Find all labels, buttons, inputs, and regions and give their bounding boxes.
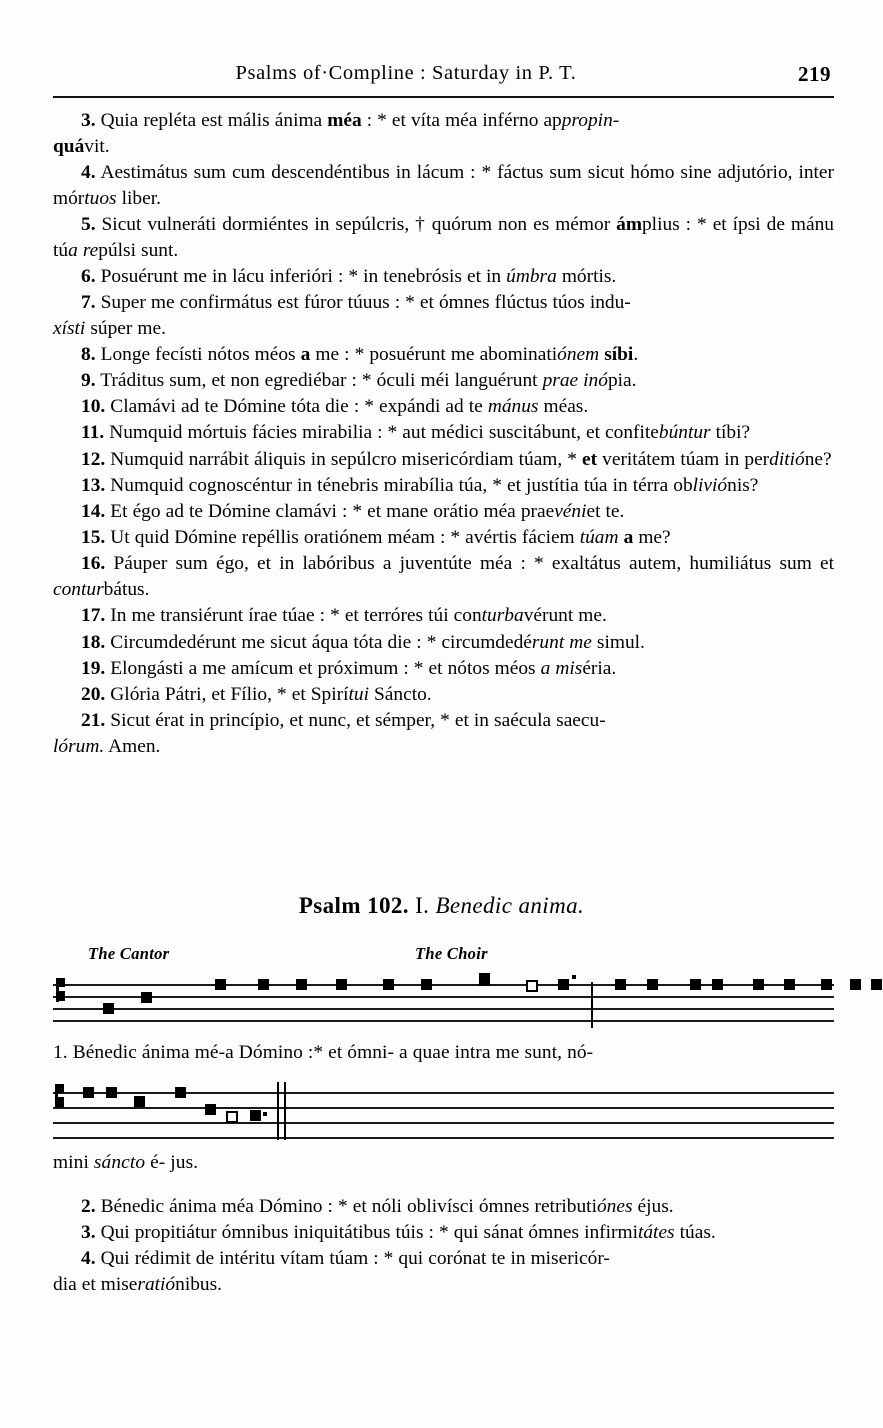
chant-note [383,979,394,990]
chant-punctum [263,1112,267,1116]
psalm-verse: 8. Longe fecísti nótos méos a me : * posuérunt me abominatiónem síbi. [81,343,639,365]
chant-note [250,1110,261,1121]
psalm-verse: 20. Glória Pátri, et Fílio, * et Spirítui Sáncto. [81,683,432,705]
verse-number: 11. [81,422,105,444]
chant-barline [284,1082,286,1140]
psalm-title-incipit: Benedic anima. [435,893,585,918]
chant-note [850,979,861,990]
chant-note [479,973,490,986]
chant-note [871,979,882,990]
psalm-title-number: 102. [367,893,409,918]
psalm-verse: 4. Aestimátus sum cum descendéntibus in lácum : * fáctus sum sicut hómo sine adjutório, inter mórtuos liber. [53,161,834,209]
psalm-verse: 4. Qui rédimit de intéritu vítam túam : * qui corónat te in misericór- dia et miseratiónibus. [53,1248,610,1296]
chant-note [784,979,795,990]
verse-number: 17. [81,605,106,627]
psalm-title-mode: I. [415,893,430,918]
header-rule [53,96,834,98]
chant-note [753,979,764,990]
psalm-verse: 7. Super me confirmátus est fúror túuus : * et ómnes flúctus túos indu- xísti súper me. [53,291,631,339]
chant-staff-system-1 [53,944,834,1010]
chant-note [296,979,307,990]
page-header [56,62,831,94]
verse-number: 12. [81,448,106,470]
psalm-verse: 2. Bénedic ánima méa Dómino : * et nóli oblivísci ómnes retributiónes éjus. [81,1196,674,1217]
verse-number: 4. [81,161,96,183]
psalm-102-title [0,893,883,919]
psalm-title-word: Psalm [298,893,361,918]
chant-note [205,1104,216,1115]
verse-number: 18. [81,631,106,653]
psalm-verse: 3. Qui propitiátur ómnibus iniquitátibus túis : * qui sánat ómnes infirmitátes túas. [81,1222,716,1244]
chant-note [558,979,569,990]
chant-note [215,979,226,990]
chant-note [690,979,701,990]
chant-note [821,979,832,990]
chant-note [421,979,432,990]
chant-barline [591,982,593,1028]
psalm-verse: 11. Numquid mórtuis fácies mirabilia : * aut médici suscitábunt, et confitebúntur tíbi? [81,422,751,444]
verse-number: 9. [81,370,96,392]
psalm-verse: 18. Circumdedérunt me sicut áqua tóta die : * circumdedérunt me simul. [81,631,645,653]
chant-note [106,1087,117,1098]
chant-note [141,992,152,1003]
staff-1 [53,966,834,1010]
psalm-verse: 15. Ut quid Dómine repéllis oratiónem méam : * avértis fáciem túam a me? [81,527,671,549]
chant-underlay-line-1: 1. Bénedic ánima mé-a Dómino :* et ómni- a quae intra me sunt, nó- [53,1042,594,1063]
psalm-verse: 19. Elongásti a me amícum et próximum : * et nótos méos a miséria. [81,657,617,679]
verse-number: 10. [81,396,106,418]
psalm-verse: 12. Numquid narrábit áliquis in sepúlcro misericórdiam túam, * et veritátem túam in perditióne? [81,448,832,470]
psalm-verse: 14. Et égo ad te Dómine clamávi : * et mane orátio méa praevéniet te. [81,501,625,523]
verse-number: 2. [81,1196,96,1217]
chant-underlay-line-2: mini sáncto é- jus. [53,1152,199,1173]
chant-note [712,979,723,990]
psalm-verse: 9. Tráditus sum, et non egrediébar : * óculi méi languérunt prae inópia. [81,370,637,392]
chant-punctum [572,975,576,979]
verse-number: 14. [81,501,106,523]
chant-note [83,1087,94,1098]
chant-note [175,1087,186,1098]
staff-2 [53,1080,834,1136]
verse-number: 19. [81,657,106,679]
psalm-88-verses [53,108,834,760]
psalm-verse: 16. Páuper sum égo, et in labóribus a juventúte méa : * exaltátus autem, humiliátus sum et conturbátus. [53,553,834,601]
staff-label-cantor: The Cantor [88,944,170,963]
verse-number: 21. [81,710,106,732]
chant-barline [277,1082,279,1140]
verse-number: 15. [81,527,106,549]
verse-number: 8. [81,343,96,365]
chant-note [336,979,347,990]
verse-number: 16. [81,553,106,575]
verse-number: 4. [81,1248,96,1270]
psalm-verse: 17. In me transiérunt írae túae : * et terróres túi conturbavérunt me. [81,605,607,627]
verse-number: 6. [81,265,96,287]
verse-number: 7. [81,291,96,313]
chant-note [103,1003,114,1014]
chant-note [134,1096,145,1107]
chant-note [615,979,626,990]
psalm-102-verses [53,1194,834,1298]
chant-staff-system-2 [53,1080,834,1140]
verse-number: 3. [81,110,96,131]
psalm-verse: 6. Posuérunt me in lácu inferióri : * in tenebrósis et in úmbra mórtis. [81,265,617,287]
psalm-verse: 3. Quia repléta est mális ánima méa : * et víta méa inférno appropin- quávit. [53,110,620,157]
staff-label-choir: The Choir [415,944,488,963]
psalm-verse: 21. Sicut érat in princípio, et nunc, et sémper, * et in saécula saecu- lórum. Amen. [53,710,606,757]
verse-number: 3. [81,1222,96,1244]
chant-note [258,979,269,990]
verse-number: 13. [81,474,106,496]
verse-number: 20. [81,683,106,705]
running-head-title: Psalms of·Compline : Saturday in P. T. [235,62,577,84]
chant-note-hollow [226,1111,238,1123]
chant-note [647,979,658,990]
psalm-verse: 10. Clamávi ad te Dómine tóta die : * expándi ad te mánus méas. [81,396,589,418]
page-number: 219 [798,62,831,86]
psalm-verse: 5. Sicut vulneráti dormiéntes in sepúlcris, † quórum non es mémor ámplius : * et ípsi de mánu túa repúlsi sunt. [53,213,834,261]
chant-note-hollow [526,980,538,992]
verse-number: 5. [81,213,96,235]
psalm-verse: 13. Numquid cognoscéntur in ténebris mirabília túa, * et justítia túa in térra obliviónis? [81,474,759,496]
